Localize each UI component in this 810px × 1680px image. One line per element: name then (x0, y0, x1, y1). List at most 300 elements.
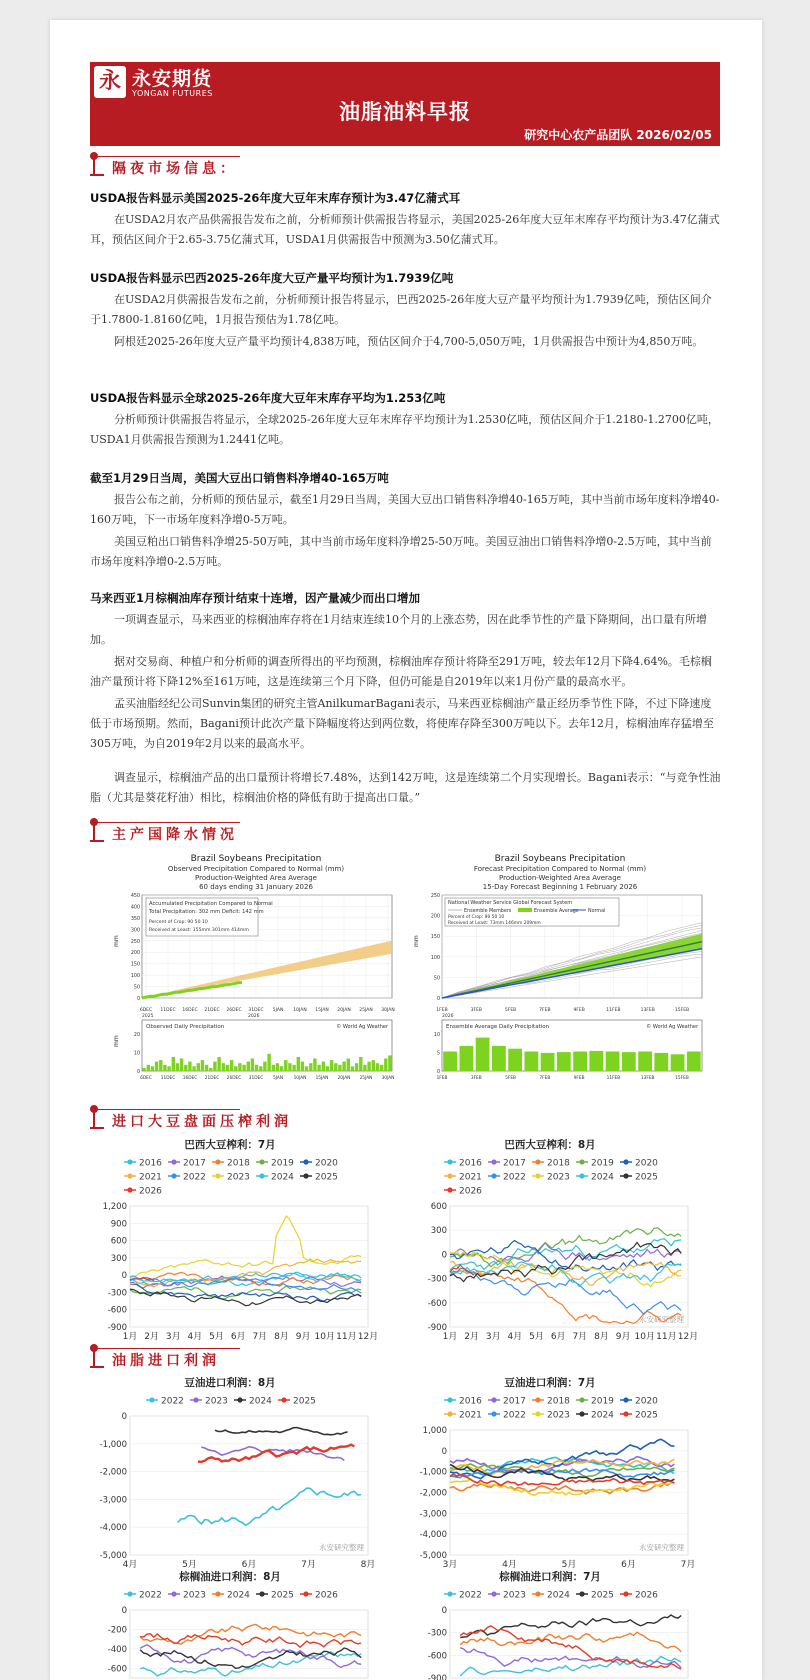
news-paragraph: 据对交易商、种植户和分析师的调查所得出的平均预测，棕榈油库存预计将降至291万吨，较去年12月下降4.64%。毛棕榈油产量预计将下降12%至161万吨，这是连续第三个月下降，但仍可能是自2019年以来1月份产量的最高水平。 (90, 655, 712, 688)
daily-bar (508, 1049, 522, 1071)
y-tick-label: 0 (441, 1250, 447, 1261)
daily-bar (334, 1063, 337, 1071)
legend-marker (215, 1159, 220, 1164)
x-tick-label: 13FEB (640, 1008, 655, 1013)
legend-label: 2022 (183, 1172, 206, 1183)
x-tick-label: 1月 (442, 1332, 458, 1342)
news-paragraph: 报告公布之前，分析师的预估显示，截至1月29日当周，美国大豆出口销售料净增40-165万吨，其中当前市场年度料净增40-160万吨，下一市场年度料净增0-5万吨。 (90, 493, 720, 526)
legend-marker (535, 1411, 540, 1416)
legend-label: 2021 (139, 1172, 162, 1183)
y-tick-label: 0 (436, 997, 440, 1002)
legend-label: 2024 (591, 1172, 614, 1183)
daily-bar (172, 1057, 175, 1071)
news-paragraph: 孟买油脂经纪公司Sunvin集团的研究主管AnilkumarBagani表示，马来西亚棕榈油产量正经历季节性下降，不过下降速度低于市场预期。然而，Bagani预计此次产量下降幅度将达到两位数，将使库存降至300万吨以下。去年12月，棕榈油库存猛增至305万吨，为自2019年2月以来的最高水平。 (90, 697, 714, 750)
daily-bar (476, 1038, 490, 1071)
chart-title: 棕榈油进口利润：8月 (179, 1571, 281, 1583)
legend-label: 2023 (227, 1172, 250, 1183)
daily-bar (671, 1054, 685, 1071)
legend-marker (447, 1591, 452, 1596)
legend-marker (535, 1591, 540, 1596)
daily-bar (238, 1063, 241, 1071)
legend-label: 2026 (635, 1590, 658, 1601)
legend-marker (171, 1591, 176, 1596)
daily-bar (180, 1059, 183, 1072)
y-tick-label: 0 (136, 1070, 140, 1075)
legend-marker (303, 1591, 308, 1596)
legend-marker (579, 1173, 584, 1178)
chart-watermark: 永安研究整理 (639, 1315, 684, 1324)
x-tick-label: 11月 (656, 1332, 677, 1342)
legend-label: 2021 (459, 1172, 482, 1183)
y-tick-label: 0 (121, 1606, 127, 1616)
x-tick-label: 11月 (336, 1332, 357, 1342)
daily-bar (155, 1062, 158, 1071)
x-tick-label: 6DEC (140, 1076, 152, 1081)
legend-marker (579, 1591, 584, 1596)
daily-bar (654, 1053, 668, 1071)
x-tick-label: 5FEB (505, 1076, 517, 1081)
legend-row: Received at Least: 73mm 146mm 209mm (448, 921, 541, 926)
legend-label: 2024 (547, 1590, 570, 1601)
daily-bar (234, 1066, 237, 1071)
legend-title: Accumulated Precipitation Compared to Normal (149, 901, 273, 907)
soyoil-import-margin-august-chart (80, 1376, 380, 1571)
report-title: 油脂油料早报 (339, 100, 471, 124)
legend-label: 2022 (459, 1590, 482, 1601)
daily-bar (622, 1052, 636, 1071)
daily-bar (380, 1065, 383, 1071)
daily-bar (167, 1066, 170, 1071)
x-tick-label: 6月 (621, 1560, 636, 1570)
legend-label: 2025 (293, 1396, 316, 1407)
x-tick-label: 5月 (561, 1560, 577, 1570)
legend-marker (259, 1159, 264, 1164)
news-paragraph: 一项调查显示，马来西亚的棕榈油库存将在1月结束连续10个月的上涨态势，因在此季节性的产量下降期间，出口量有所增加。 (90, 613, 707, 646)
daily-bar (338, 1065, 341, 1071)
x-tick-label: 10月 (634, 1332, 655, 1342)
y-tick-label: 0 (121, 1412, 127, 1422)
y-tick-label: -1,000 (99, 1439, 127, 1450)
legend-label: 2025 (271, 1590, 294, 1601)
legend-label: 2018 (547, 1158, 570, 1169)
daily-bar (342, 1062, 345, 1071)
x-tick-label: 7FEB (539, 1008, 551, 1013)
x-tick-label: 30JAN (381, 1008, 395, 1013)
y-tick-label: 5 (436, 1051, 440, 1057)
y-tick-label: 0 (441, 1606, 447, 1616)
legend-label: 2024 (227, 1590, 250, 1601)
daily-bar (209, 1068, 212, 1071)
news-paragraph: 分析师预计供需报告将显示，全球2025-26年度大豆年末库存平均预计为1.2530亿吨，预估区间介于1.2180-1.2700亿吨，USDA1月供需报告预测为1.2441亿吨。 (90, 413, 719, 446)
y-tick-label: 100 (430, 955, 440, 961)
x-tick-label: 21DEC (204, 1008, 220, 1013)
y-tick-label: -200 (107, 1625, 127, 1636)
x-tick-label: 5JAN (272, 1008, 284, 1013)
section-title: 油脂进口利润 (112, 1353, 220, 1369)
x-tick-label: 3FEB (470, 1076, 482, 1081)
legend-marker (491, 1397, 496, 1402)
x-tick-label: 1FEB (436, 1076, 448, 1081)
x-tick-label: 21DEC (204, 1076, 220, 1081)
legend-row: Received at Least: 155mm 301mm 414mm (149, 928, 249, 933)
legend-total: Total Precipitation: 302 mm Deficit: 142 mm (149, 909, 264, 915)
x-tick-label: 11DEC (160, 1008, 176, 1013)
daily-bar (460, 1046, 474, 1071)
daily-bar (222, 1063, 225, 1071)
y-unit: mm (113, 935, 120, 947)
y-tick-label: -900 (427, 1323, 447, 1333)
section-oil-import (90, 1342, 720, 1372)
x-tick-label: 3月 (442, 1560, 458, 1570)
legend-label: 2026 (315, 1590, 338, 1601)
legend-item: Ensemble Average (534, 909, 579, 914)
x-tick-label: 1月 (122, 1332, 138, 1342)
legend-label: 2025 (315, 1172, 338, 1183)
chart-title: Brazil Soybeans Precipitation (494, 854, 626, 864)
news-item (90, 470, 722, 574)
x-tick-label: 5月 (209, 1332, 224, 1342)
x-tick-label: 8月 (360, 1560, 376, 1570)
legend-label: 2022 (139, 1590, 162, 1601)
legend-label: 2026 (139, 1186, 162, 1197)
legend-label: 2025 (635, 1410, 658, 1421)
x-tick-label: 15FEB (675, 1076, 689, 1081)
daily-bar (263, 1062, 266, 1071)
legend-label: 2018 (547, 1396, 570, 1407)
legend-marker (623, 1159, 628, 1164)
legend-label: 2016 (139, 1158, 162, 1169)
x-tick-label: 5月 (529, 1332, 544, 1342)
y-tick-label: 200 (430, 914, 440, 920)
y-tick-label: 200 (130, 951, 140, 957)
soyoil-import-margin-july-chart (400, 1376, 700, 1571)
daily-bar (525, 1052, 539, 1072)
x-tick-label: 9FEB (573, 1076, 585, 1081)
daily-bar (372, 1060, 375, 1071)
daily-bar (363, 1065, 366, 1071)
y-tick-label: -5,000 (99, 1551, 127, 1561)
section-overnight (90, 150, 720, 180)
palmoil-import-margin-august-chart (80, 1570, 380, 1680)
y-tick-label: -600 (107, 1664, 127, 1675)
brazil-crush-margin-july-chart (80, 1138, 380, 1343)
daily-bar (280, 1066, 283, 1071)
chart-subtitle: Production-Weighted Area Average (195, 874, 317, 882)
chart-subtitle: Production-Weighted Area Average (499, 874, 621, 882)
y-tick-label: 1,000 (422, 1426, 447, 1436)
legend-marker (237, 1397, 242, 1402)
yongan-logo-icon: 永 (94, 66, 126, 98)
brand-name: 永安期货 (132, 68, 213, 90)
y-unit: mm (413, 935, 420, 947)
legend-label: 2025 (635, 1172, 658, 1183)
chart-title: 棕榈油进口利润：7月 (499, 1571, 601, 1583)
legend-marker (623, 1591, 628, 1596)
x-tick-label: 12月 (357, 1332, 379, 1342)
daily-bar (347, 1059, 350, 1072)
daily-bar (573, 1052, 587, 1072)
daily-bar (147, 1065, 150, 1071)
x-tick-label: 7月 (301, 1560, 316, 1570)
x-tick-label: 20JAN (337, 1008, 351, 1013)
y-tick-label: 250 (130, 939, 140, 945)
legend-marker (171, 1159, 176, 1164)
daily-bar (301, 1062, 304, 1071)
daily-bar (292, 1065, 295, 1071)
legend-row: Percent of Crop: 90 50 10 (448, 915, 505, 920)
y-tick-label: 250 (430, 894, 440, 899)
daily-bar (443, 1052, 457, 1072)
legend-label: 2016 (459, 1158, 482, 1169)
x-tick-label: 8月 (594, 1332, 609, 1342)
daily-bar (317, 1065, 320, 1071)
daily-bar (313, 1059, 316, 1072)
daily-bar (142, 1068, 145, 1071)
chart-watermark: 永安研究整理 (319, 1543, 364, 1552)
x-year: 2026 (248, 1014, 260, 1019)
x-tick-label: 6DEC (139, 1008, 153, 1013)
x-tick-label: 30JAN (381, 1076, 395, 1081)
daily-bar (388, 1055, 391, 1071)
x-tick-label: 12月 (677, 1332, 699, 1342)
legend-item: Normal (588, 909, 606, 914)
x-tick-label: 11FEB (606, 1008, 621, 1013)
x-tick-label: 10JAN (293, 1008, 307, 1013)
precip-forecast-chart (410, 852, 710, 1087)
news-item (90, 190, 722, 252)
legend-label: 2017 (503, 1396, 526, 1407)
legend-title: National Weather Service Global Forecast System (448, 900, 573, 906)
legend-marker (491, 1411, 496, 1416)
legend-label: 2024 (249, 1396, 272, 1407)
daily-bar (606, 1052, 620, 1072)
legend-marker (149, 1397, 154, 1402)
legend-label: 2019 (591, 1158, 614, 1169)
plot-area (130, 1610, 368, 1678)
x-tick-label: 2月 (144, 1332, 160, 1342)
news-paragraph: 在USDA2月供需报告发布之前，分析师预计报告将显示，巴西2025-26年度大豆产量平均预计为1.7939亿吨，预估区间介于1.7800-1.8160亿吨，1月报告预估为1.78亿吨。 (90, 293, 712, 326)
x-tick-label: 26DEC (226, 1008, 242, 1013)
y-tick-label: 300 (110, 1253, 127, 1264)
section-title: 隔夜市场信息： (112, 161, 238, 177)
news-title: 马来西亚1月棕榈油库存预计结束十连增，因产量减少而出口增加 (90, 591, 420, 605)
daily-bar (384, 1059, 387, 1072)
x-tick-label: 7月 (252, 1332, 268, 1342)
daily-bar (267, 1054, 270, 1071)
legend-marker (535, 1173, 540, 1178)
legend-label: 2016 (459, 1396, 482, 1407)
section-title: 进口大豆盘面压榨利润 (112, 1114, 292, 1130)
chart-subtitle: Forecast Precipitation Compared to Normal (mm) (473, 865, 647, 873)
legend-label: 2024 (591, 1410, 614, 1421)
legend-label: 2025 (591, 1590, 614, 1601)
legend-label: 2020 (315, 1158, 338, 1169)
y-tick-label: 1,200 (102, 1202, 127, 1212)
daily-bar (205, 1065, 208, 1071)
y-tick-label: -300 (427, 1274, 447, 1285)
legend-marker (623, 1173, 628, 1178)
daily-bar (242, 1065, 245, 1071)
legend-marker (215, 1591, 220, 1596)
legend-label: 2018 (227, 1158, 250, 1169)
x-tick-label: 31DEC (248, 1076, 264, 1081)
legend-marker (491, 1159, 496, 1164)
legend-label: 2023 (547, 1410, 570, 1421)
x-tick-label: 10月 (314, 1332, 335, 1342)
daily-bar (351, 1066, 354, 1071)
legend-label: 2024 (271, 1172, 294, 1183)
legend-marker (127, 1159, 132, 1164)
y-tick-label: -4,000 (99, 1523, 127, 1534)
x-tick-label: 7月 (680, 1560, 696, 1570)
daily-bar (359, 1057, 362, 1071)
x-tick-label: 3月 (485, 1332, 501, 1342)
credit: © World Ag Weather (646, 1024, 698, 1030)
legend-marker (303, 1159, 308, 1164)
x-tick-label: 10JAN (293, 1076, 307, 1081)
daily-bar (255, 1065, 258, 1071)
x-tick-label: 5月 (182, 1560, 197, 1570)
y-tick-label: 0 (121, 1271, 127, 1282)
y-tick-label: 400 (130, 905, 140, 911)
y-tick-label: 10 (433, 1033, 440, 1038)
legend-marker (491, 1173, 496, 1178)
daily-title: Observed Daily Precipitation (146, 1024, 225, 1030)
daily-title: Ensemble Average Daily Precipitation (446, 1024, 550, 1030)
legend-label: 2020 (635, 1158, 658, 1169)
chart-title: 巴西大豆榨利：7月 (184, 1139, 276, 1151)
daily-bar (309, 1063, 312, 1071)
x-tick-label: 4月 (507, 1332, 523, 1342)
legend-marker (259, 1591, 264, 1596)
y-tick-label: -5,000 (419, 1551, 447, 1561)
legend-marker (303, 1173, 308, 1178)
daily-bar (589, 1051, 603, 1071)
plot-area (130, 1416, 368, 1555)
daily-bar (638, 1052, 652, 1072)
x-tick-label: 4月 (502, 1560, 517, 1570)
chart-subtitle: 60 days ending 31 January 2026 (199, 883, 313, 891)
news-item (90, 390, 722, 452)
x-tick-label: 1FEB (436, 1008, 448, 1013)
legend-marker (447, 1173, 452, 1178)
y-tick-label: -600 (427, 1298, 447, 1309)
section-precip (90, 816, 720, 846)
legend-label: 2023 (183, 1590, 206, 1601)
daily-bar (288, 1063, 291, 1071)
y-tick-label: 600 (110, 1236, 127, 1247)
legend-marker (447, 1187, 452, 1192)
daily-bar (541, 1053, 555, 1071)
legend-marker (447, 1159, 452, 1164)
report-header (90, 62, 720, 146)
y-tick-label: -600 (107, 1305, 127, 1316)
legend-label: 2019 (591, 1396, 614, 1407)
x-tick-label: 5FEB (504, 1008, 517, 1013)
y-tick-label: 300 (430, 1226, 447, 1237)
y-tick-label: 50 (433, 976, 440, 982)
daily-bar (326, 1066, 329, 1071)
legend-item: Ensemble Members (464, 909, 512, 914)
legend-marker (447, 1411, 452, 1416)
legend-marker (215, 1173, 220, 1178)
legend-marker (193, 1397, 198, 1402)
x-tick-label: 5JAN (272, 1076, 284, 1081)
y-tick-label: 0 (436, 1070, 440, 1075)
chart-title: 豆油进口利润：8月 (184, 1377, 276, 1389)
daily-bar (330, 1060, 333, 1071)
news-title: USDA报告料显示美国2025-26年度大豆年末库存预计为3.47亿蒲式耳 (90, 191, 461, 205)
legend-marker (579, 1411, 584, 1416)
x-year: 2025 (142, 1014, 154, 1019)
y-tick-label: 10 (133, 1051, 140, 1057)
x-tick-label: 16DEC (182, 1076, 198, 1081)
y-tick-label: 0 (441, 1446, 447, 1457)
x-tick-label: 25JAN (359, 1076, 373, 1081)
x-tick-label: 25JAN (359, 1008, 373, 1013)
x-tick-label: 4月 (122, 1560, 138, 1570)
x-tick-label: 7月 (572, 1332, 588, 1342)
legend-row: Percent of Crop: 90 50 10 (149, 920, 208, 925)
y-tick-label: 50 (133, 985, 140, 991)
chart-title: 巴西大豆榨利：8月 (504, 1139, 596, 1151)
news-item (90, 590, 722, 810)
daily-bar (197, 1063, 200, 1071)
y-tick-label: -2,000 (419, 1488, 447, 1499)
chart-title: 豆油进口利润：7月 (504, 1377, 596, 1389)
daily-bar (492, 1046, 506, 1071)
x-tick-label: 9月 (615, 1332, 631, 1342)
legend-label: 2017 (183, 1158, 206, 1169)
x-tick-label: 9FEB (573, 1008, 585, 1013)
y-tick-label: -1,000 (419, 1467, 447, 1478)
y-tick-label: -2,000 (99, 1467, 127, 1478)
x-tick-label: 20JAN (337, 1076, 351, 1081)
daily-bar (151, 1066, 154, 1071)
news-paragraph: 美国豆粕出口销售料净增25-50万吨，其中当前市场年度料净增25-50万吨。美国豆油出口销售料净增0-2.5万吨，其中当前市场年度料净增0-2.5万吨。 (90, 535, 712, 568)
y-tick-label: 100 (130, 974, 140, 980)
daily-bar (259, 1066, 262, 1071)
legend-label: 2020 (635, 1396, 658, 1407)
daily-bar (284, 1060, 287, 1071)
legend-marker (127, 1187, 132, 1192)
daily-bar (159, 1060, 162, 1071)
legend-marker (447, 1397, 452, 1402)
palmoil-import-margin-july-chart (400, 1570, 700, 1680)
x-tick-label: 6月 (241, 1560, 257, 1570)
news-paragraph: 调查显示，棕榈油产品的出口量预计将增长7.48%，达到142万吨，这是连续第二个月实现增长。Bagani表示：“与竞争性油脂（尤其是葵花籽油）相比，棕榈油价格的降低有助于提高出口量。” (90, 771, 721, 804)
x-tick-label: 8月 (274, 1332, 289, 1342)
legend-label: 2021 (459, 1410, 482, 1421)
x-tick-label: 4月 (187, 1332, 203, 1342)
legend-marker (281, 1397, 286, 1402)
news-paragraph: 阿根廷2025-26年度大豆产量平均预计4,838万吨，预估区间介于4,700-5,050万吨，1月供需报告中预计为4,850万吨。 (114, 335, 704, 348)
news-paragraph: 在USDA2月农产品供需报告发布之前，分析师预计供需报告将显示，美国2025-26年度大豆年末库存平均预计为3.47亿蒲式耳，预估区间介于2.65-3.75亿蒲式耳，USDA1月供需报告中预测为3.50亿蒲式耳。 (90, 213, 720, 246)
daily-bar (217, 1057, 220, 1071)
daily-bar (226, 1065, 229, 1071)
x-tick-label: 15JAN (315, 1008, 329, 1013)
daily-bar (297, 1057, 300, 1071)
legend-marker (535, 1397, 540, 1402)
y-tick-label: -400 (107, 1644, 127, 1655)
legend-label: 2022 (161, 1396, 184, 1407)
precip-observed-chart (110, 852, 402, 1087)
chart-subtitle: Observed Precipitation Compared to Normal (mm) (167, 865, 345, 873)
daily-bar (557, 1052, 571, 1071)
legend-label: 2022 (503, 1410, 526, 1421)
legend-marker (171, 1173, 176, 1178)
plot-area (130, 1206, 368, 1327)
